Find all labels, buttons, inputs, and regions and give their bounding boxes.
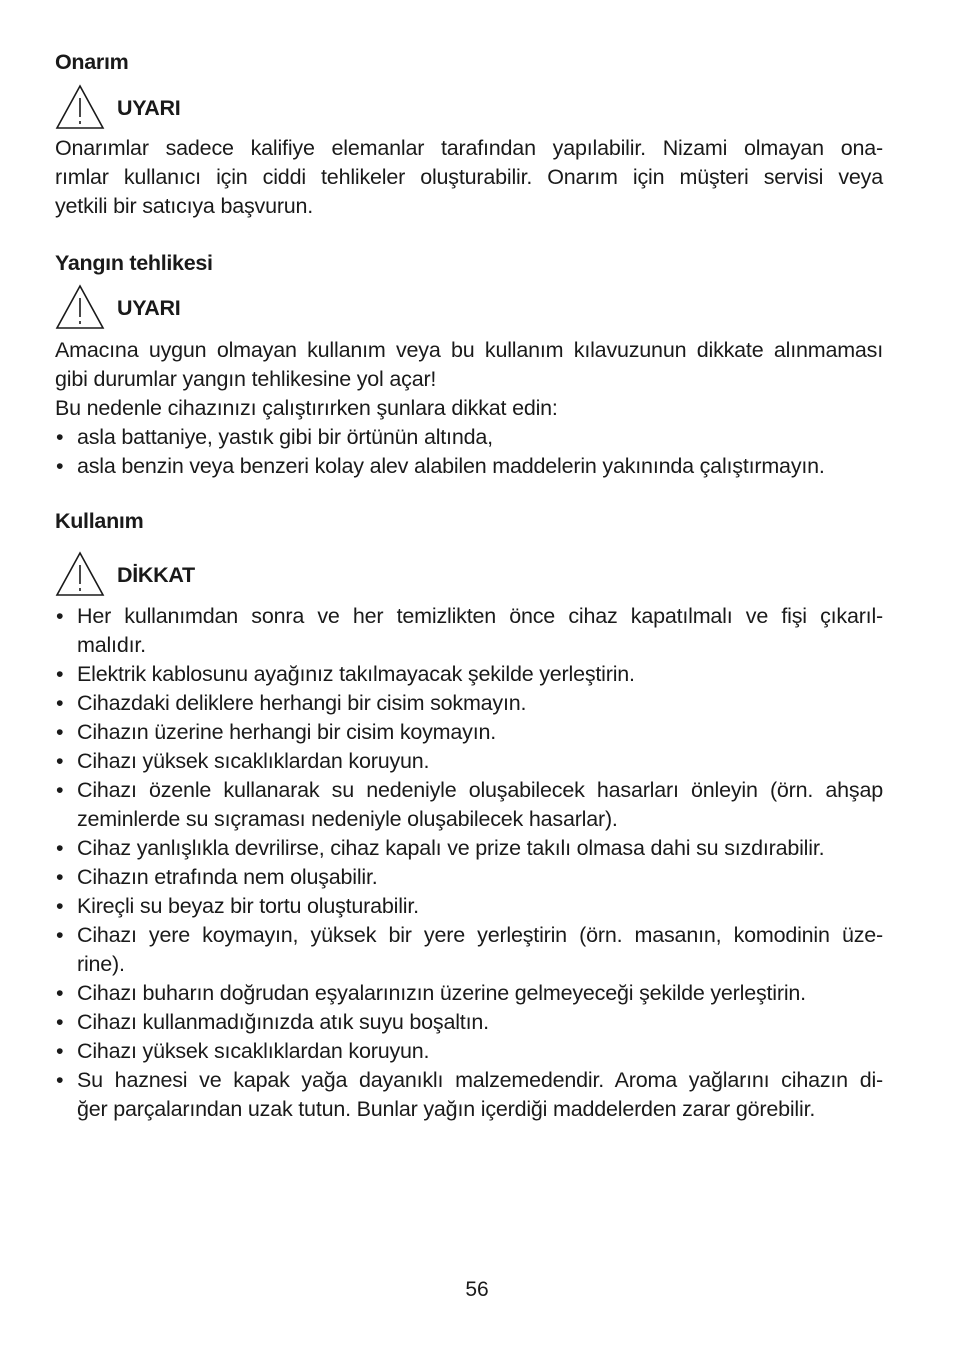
paragraph-repair bbox=[55, 134, 883, 221]
section-heading-fire: Yangın tehlikesi bbox=[55, 251, 213, 275]
bullet: • bbox=[56, 749, 64, 773]
list-item-text: Cihaz yanlışlıkla devrilirse, cihaz kapalı ve prize takılı olmasa dahi su sızdırabilir. bbox=[77, 836, 825, 860]
list-item-text: Cihazdaki deliklere herhangi bir cisim sokmayın. bbox=[77, 691, 527, 715]
bullet: • bbox=[56, 923, 64, 947]
bullet: • bbox=[56, 865, 64, 889]
list-item bbox=[55, 1008, 883, 1037]
list-item-text: Su haznesi ve kapak yağa dayanıklı malzemedendir. Aroma yağlarını cihazın di- bbox=[77, 1068, 883, 1092]
text-line: rımlar kullanıcı için ciddi tehlikeler oluşturabilir. Onarım için müşteri servisi veya bbox=[55, 165, 883, 189]
text-line: Bu nedenle cihazınızı çalıştırırken şunlara dikkat edin: bbox=[55, 396, 558, 420]
list-item bbox=[55, 863, 883, 892]
bullet: • bbox=[56, 778, 64, 802]
list-item-text: rine). bbox=[77, 952, 125, 976]
list-item-text: asla battaniye, yastık gibi bir örtünün altında, bbox=[77, 425, 493, 449]
bullet: • bbox=[56, 836, 64, 860]
list-item bbox=[55, 892, 883, 921]
warning-label: UYARI bbox=[117, 296, 181, 320]
list-item bbox=[55, 423, 883, 452]
warning-triangle-icon bbox=[55, 284, 105, 330]
list-item bbox=[55, 747, 883, 776]
bullet: • bbox=[56, 691, 64, 715]
list-item bbox=[55, 689, 883, 718]
warning-triangle-icon bbox=[55, 551, 105, 597]
list-item-text: malıdır. bbox=[77, 633, 146, 657]
list-item-text: Her kullanımdan sonra ve her temizlikten önce cihaz kapatılmalı ve fişi çıkarıl- bbox=[77, 604, 883, 628]
section-heading-usage: Kullanım bbox=[55, 509, 144, 533]
list-item-text: Cihazı kullanmadığınızda atık suyu boşaltın. bbox=[77, 1010, 489, 1034]
text-line: yetkili bir satıcıya başvurun. bbox=[55, 194, 314, 218]
text-line: Amacına uygun olmayan kullanım veya bu kullanım kılavuzunun dikkate alınmaması bbox=[55, 338, 883, 362]
text-line: Onarımlar sadece kalifiye elemanlar tarafından yapılabilir. Nizami olmayan ona- bbox=[55, 136, 883, 160]
warning-label: UYARI bbox=[117, 96, 181, 120]
bullet: • bbox=[56, 604, 64, 628]
list-item bbox=[55, 602, 883, 660]
list-item-text: Kireçli su beyaz bir tortu oluşturabilir. bbox=[77, 894, 419, 918]
bullet: • bbox=[56, 1010, 64, 1034]
bullet: • bbox=[56, 662, 64, 686]
warning-row-fire bbox=[55, 284, 455, 334]
list-item-text: asla benzin veya benzeri kolay alev alabilen maddelerin yakınında çalıştırmayın. bbox=[77, 454, 825, 478]
list-item bbox=[55, 660, 883, 689]
list-item bbox=[55, 1037, 883, 1066]
list-item-text: Elektrik kablosunu ayağınız takılmayacak şekilde yerleştirin. bbox=[77, 662, 635, 686]
list-item-text: Cihazın etrafında nem oluşabilir. bbox=[77, 865, 378, 889]
list-item-text: Cihazı yüksek sıcaklıklardan koruyun. bbox=[77, 749, 430, 773]
list-item bbox=[55, 452, 883, 481]
bullet: • bbox=[56, 1039, 64, 1063]
list-item bbox=[55, 834, 883, 863]
bullet-list-fire bbox=[55, 423, 883, 481]
list-item-text: zeminlerde su sıçraması nedeniyle oluşabilecek hasarlar). bbox=[77, 807, 618, 831]
warning-label: DİKKAT bbox=[117, 563, 195, 587]
bullet: • bbox=[56, 981, 64, 1005]
warning-row-repair bbox=[55, 84, 455, 134]
bullet: • bbox=[56, 894, 64, 918]
text-line: gibi durumlar yangın tehlikesine yol açar! bbox=[55, 367, 437, 391]
warning-triangle-icon bbox=[55, 84, 105, 130]
list-item-text: Cihazı buharın doğrudan eşyalarınızın üzerine gelmeyeceği şekilde yerleştirin. bbox=[77, 981, 806, 1005]
list-item-text: Cihazı yüksek sıcaklıklardan koruyun. bbox=[77, 1039, 430, 1063]
bullet: • bbox=[56, 454, 64, 478]
list-item bbox=[55, 718, 883, 747]
paragraph-fire bbox=[55, 336, 883, 423]
bullet: • bbox=[56, 1068, 64, 1092]
list-item-text: Cihazı özenle kullanarak su nedeniyle oluşabilecek hasarları önleyin (örn. ahşap bbox=[77, 778, 883, 802]
list-item-text: Cihazın üzerine herhangi bir cisim koymayın. bbox=[77, 720, 496, 744]
bullet: • bbox=[56, 425, 64, 449]
bullet-list-usage bbox=[55, 602, 883, 1124]
list-item bbox=[55, 979, 883, 1008]
section-heading-repair: Onarım bbox=[55, 50, 129, 74]
page-number: 56 bbox=[465, 1278, 489, 1301]
bullet: • bbox=[56, 720, 64, 744]
list-item bbox=[55, 921, 883, 979]
list-item bbox=[55, 1066, 883, 1124]
list-item-text: Cihazı yere koymayın, yüksek bir yere yerleştirin (örn. masanın, komodinin üze- bbox=[77, 923, 883, 947]
list-item-text: ğer parçalarından uzak tutun. Bunlar yağın içerdiği maddelerden zarar görebilir. bbox=[77, 1097, 816, 1121]
list-item bbox=[55, 776, 883, 834]
warning-row-usage bbox=[55, 551, 455, 601]
